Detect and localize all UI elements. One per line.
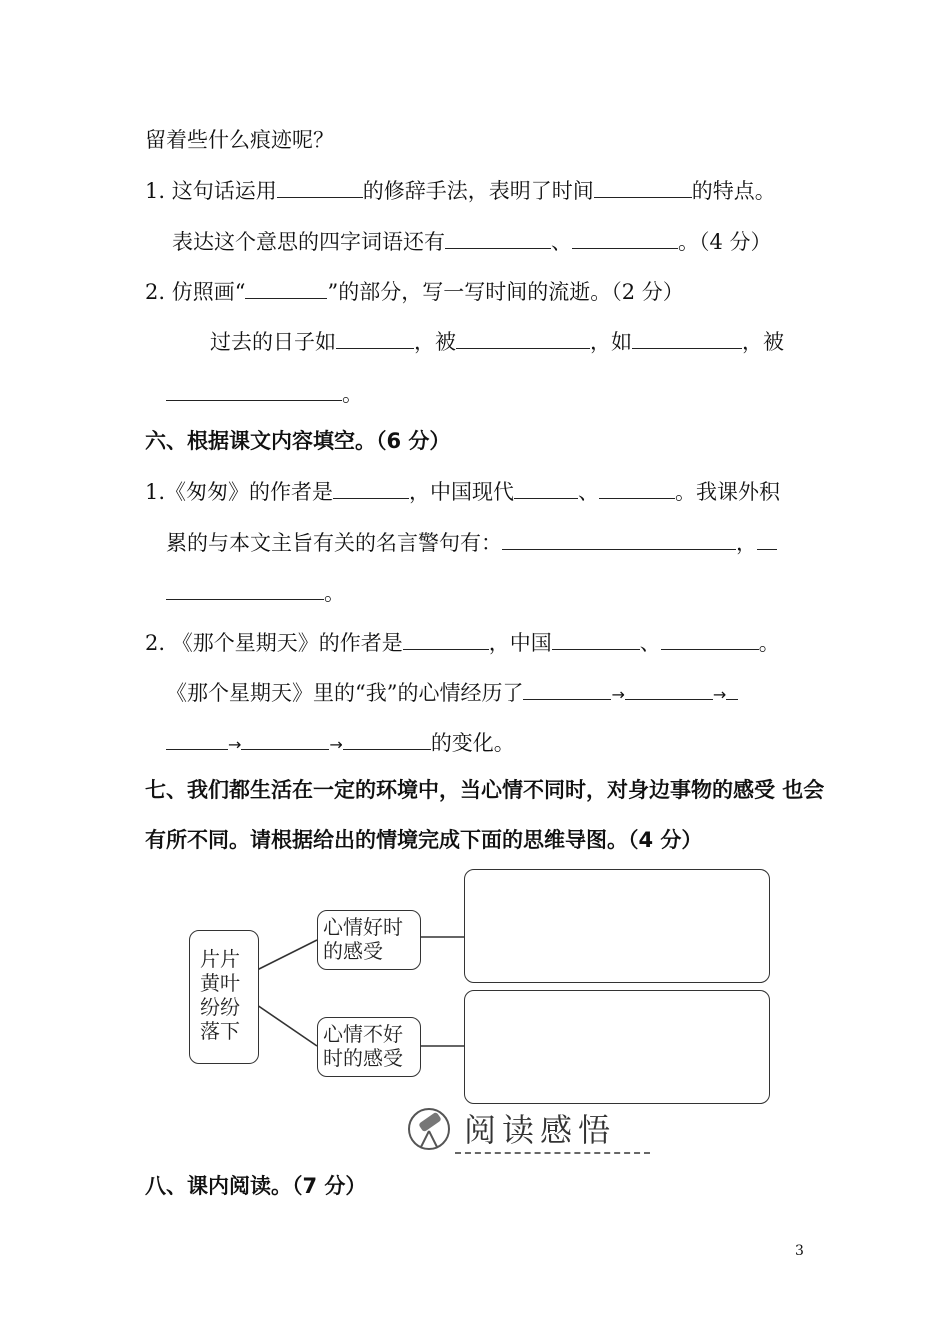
section-6-q2-line-3	[166, 727, 515, 760]
text: 六、根据课文内容填空。（6 分）	[145, 429, 451, 453]
text: 心情好时	[323, 915, 403, 939]
text: 、	[551, 230, 572, 254]
text: 2. 仿照画“	[145, 280, 246, 304]
connector-line	[257, 940, 317, 970]
text: 表达这个意思的四字词语还有	[172, 230, 445, 254]
text: 。（4 分）	[678, 230, 772, 254]
section-6-title	[145, 426, 450, 456]
blank[interactable]	[757, 527, 777, 550]
blank[interactable]	[456, 326, 590, 349]
blank[interactable]	[245, 276, 327, 299]
section-6-q1-line-2	[166, 527, 777, 558]
blank[interactable]	[523, 677, 611, 700]
arrow-icon: →	[712, 685, 727, 704]
question-continuation	[145, 125, 334, 155]
text: 落下	[200, 1019, 240, 1043]
root-node-text	[200, 947, 240, 1043]
text: 1. 这句话运用	[145, 179, 277, 203]
text: 纷纷	[200, 995, 240, 1019]
section-7-title-line-2	[145, 825, 702, 855]
blank[interactable]	[166, 378, 342, 401]
blank[interactable]	[625, 677, 713, 700]
text: 2. 《那个星期天》的作者是	[145, 631, 403, 655]
question-2-line-2	[210, 326, 784, 357]
section-6-q2-line-1	[145, 627, 780, 658]
text: 留着些什么痕迹呢？	[145, 128, 334, 152]
text: 。	[758, 631, 780, 655]
section-7-title-line-1	[145, 775, 824, 805]
blank[interactable]	[336, 326, 414, 349]
text: 累的与本文主旨有关的名言警句有：	[166, 531, 502, 555]
blank[interactable]	[333, 476, 409, 499]
banner-underline	[455, 1152, 650, 1154]
arrow-icon: →	[228, 735, 242, 754]
text: 、	[578, 480, 600, 504]
good-mood-node-text	[323, 915, 403, 963]
text: ，中国	[488, 631, 552, 655]
text: 黄叶	[200, 971, 240, 995]
good-mood-answer-box[interactable]	[464, 869, 770, 983]
text: ，被	[414, 330, 456, 354]
text: 八、课内阅读。（7 分）	[145, 1174, 367, 1198]
text: 时的感受	[323, 1046, 403, 1070]
bad-mood-node-text	[323, 1022, 403, 1070]
text: ，	[736, 531, 757, 555]
question-1-line-2	[172, 226, 772, 257]
text: ”的部分，写一写时间的流逝。（2 分）	[327, 280, 684, 304]
blank[interactable]	[661, 627, 759, 650]
text: 的特点。	[691, 179, 776, 203]
text: 心情不好	[323, 1022, 403, 1046]
blank[interactable]	[277, 175, 363, 198]
text: 的变化。	[430, 731, 515, 755]
arrow-icon: →	[611, 685, 625, 704]
text: 。	[342, 382, 363, 406]
blank[interactable]	[241, 727, 329, 750]
text: 《那个星期天》里的“我”的心情经历了	[166, 681, 524, 705]
text: 过去的日子如	[210, 330, 336, 354]
blank[interactable]	[403, 627, 489, 650]
section-6-q1-line-3	[166, 577, 345, 608]
blank[interactable]	[632, 326, 742, 349]
arrow-icon: →	[329, 735, 343, 754]
blank[interactable]	[514, 476, 578, 499]
connector-line	[257, 1005, 317, 1046]
reading-banner-title: 阅读感悟	[464, 1111, 617, 1149]
blank[interactable]	[572, 226, 678, 249]
telescope-icon	[405, 1103, 453, 1155]
question-2-line-3	[166, 378, 363, 409]
page-number: 3	[795, 1243, 804, 1259]
text: 有所不同。请根据给出的情境完成下面的思维导图。（4 分）	[145, 828, 703, 852]
text: ，如	[590, 330, 632, 354]
text: 片片	[200, 947, 240, 971]
blank[interactable]	[343, 727, 431, 750]
blank[interactable]	[599, 476, 675, 499]
blank[interactable]	[445, 226, 551, 249]
text: 1.《匆匆》的作者是	[145, 480, 334, 504]
text: ，中国现代	[409, 480, 515, 504]
text: 的感受	[323, 939, 383, 963]
blank[interactable]	[166, 727, 228, 750]
text: 。	[324, 581, 345, 605]
text: 。我课外积	[675, 480, 781, 504]
blank[interactable]	[166, 577, 324, 600]
bad-mood-answer-box[interactable]	[464, 990, 770, 1104]
blank[interactable]	[552, 627, 640, 650]
section-6-q2-line-2	[166, 677, 738, 710]
section-6-q1-line-1	[145, 476, 780, 507]
question-2-line-1	[145, 276, 684, 307]
text: 七、我们都生活在一定的环境中，当心情不同时，对身边事物的感受 也会	[145, 778, 825, 802]
section-8-title	[145, 1171, 366, 1201]
text: 、	[639, 631, 661, 655]
question-1-line-1	[145, 175, 776, 206]
text: 的修辞手法，表明了时间	[362, 179, 594, 203]
blank[interactable]	[502, 527, 736, 550]
text: ，被	[742, 330, 784, 354]
blank[interactable]	[594, 175, 692, 198]
blank[interactable]	[726, 677, 738, 700]
